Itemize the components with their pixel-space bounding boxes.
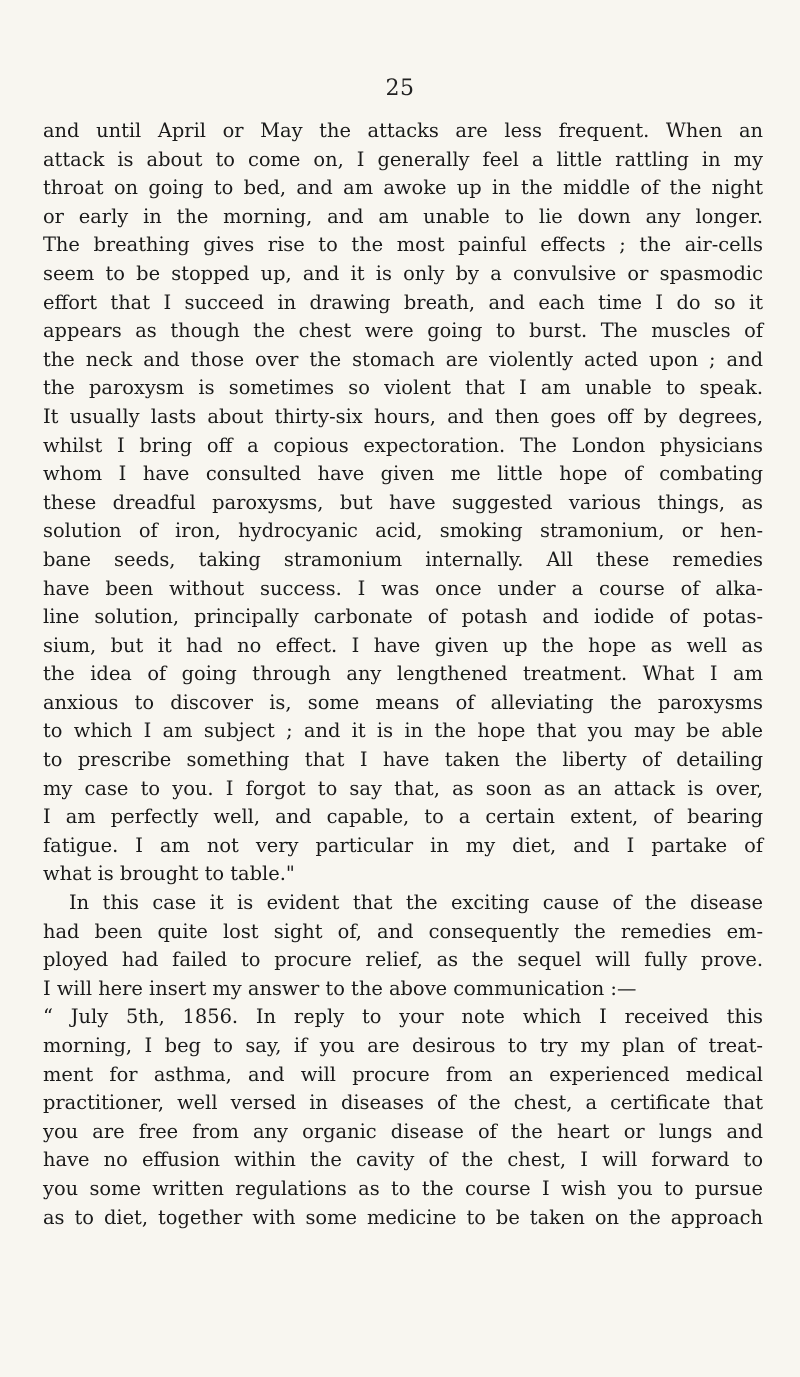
text-line: to prescribe something that I have taken the liberty of detailing (43, 748, 763, 772)
text-line: The breathing gives rise to the most painful effects ; the air-cells (43, 233, 763, 257)
text-line: ment for asthma, and will procure from an experienced medical (43, 1062, 763, 1086)
text-line: In this case it is evident that the exciting cause of the disease (69, 891, 763, 915)
text-line: sium, but it had no effect. I have given up the hope as well as (43, 633, 763, 657)
page-number: 25 (385, 76, 415, 101)
text-line: and until April or May the attacks are less frequent. When an (43, 119, 763, 142)
text-line: fatigue. I am not very particular in my diet, and I partake of (43, 833, 763, 857)
text-line: effort that I succeed in drawing breath, and each time I do so it (43, 290, 763, 314)
text-line: my case to you. I forgot to say that, as soon as an attack is over, (43, 776, 763, 800)
text-line: you some written regulations as to the course I wish you to pursue (43, 1176, 763, 1200)
text-line: whom I have consulted have given me little hope of combating (43, 462, 763, 486)
text-line: whilst I bring off a copious expectoration. The London physicians (43, 433, 763, 457)
text-line: as to diet, together with some medicine to be taken on the approach (43, 1205, 763, 1229)
text-line: “ July 5th, 1856. In reply to your note which I received this (43, 1005, 763, 1029)
text-line: line solution, principally carbonate of potash and iodide of potas- (43, 605, 763, 629)
text-line: what is brought to table." (43, 862, 295, 886)
text-line: these dreadful paroxysms, but have suggested various things, as (43, 490, 763, 514)
body-text (43, 117, 763, 1232)
text-line: ployed had failed to procure relief, as the sequel will fully prove. (43, 948, 763, 972)
text-line: solution of iron, hydrocyanic acid, smoking stramonium, or hen- (43, 519, 763, 543)
text-line: or early in the morning, and am unable to lie down any longer. (43, 204, 763, 228)
text-line: attack is about to come on, I generally feel a little rattling in my (43, 147, 763, 171)
text-line: I will here insert my answer to the above communication :— (43, 976, 637, 1000)
text-line: have no effusion within the cavity of the chest, I will forward to (43, 1148, 763, 1172)
text-line: practitioner, well versed in diseases of the chest, a certificate that (43, 1091, 763, 1115)
text-line: have been without success. I was once under a course of alka- (43, 576, 763, 600)
text-line: to which I am subject ; and it is in the hope that you may be able (43, 719, 763, 743)
text-line: had been quite lost sight of, and consequently the remedies em- (43, 919, 763, 943)
text-line: the paroxysm is sometimes so violent that I am unable to speak. (43, 376, 763, 400)
text-line: the idea of going through any lengthened treatment. What I am (43, 662, 763, 686)
text-line: anxious to discover is, some means of alleviating the paroxysms (43, 690, 763, 714)
text-line: seem to be stopped up, and it is only by a convulsive or spasmodic (43, 261, 763, 285)
text-line: throat on going to bed, and am awoke up in the middle of the night (43, 176, 763, 200)
text-line: I am perfectly well, and capable, to a certain extent, of bearing (43, 805, 763, 829)
text-line: you are free from any organic disease of the heart or lungs and (43, 1119, 763, 1143)
text-line: It usually lasts about thirty-six hours, and then goes off by degrees, (43, 404, 763, 428)
text-line: bane seeds, taking stramonium internally. All these remedies (43, 547, 763, 571)
text-line: appears as though the chest were going to burst. The muscles of (43, 319, 763, 343)
text-line: the neck and those over the stomach are violently acted upon ; and (43, 347, 763, 371)
text-line: morning, I beg to say, if you are desirous to try my plan of treat- (43, 1034, 763, 1057)
